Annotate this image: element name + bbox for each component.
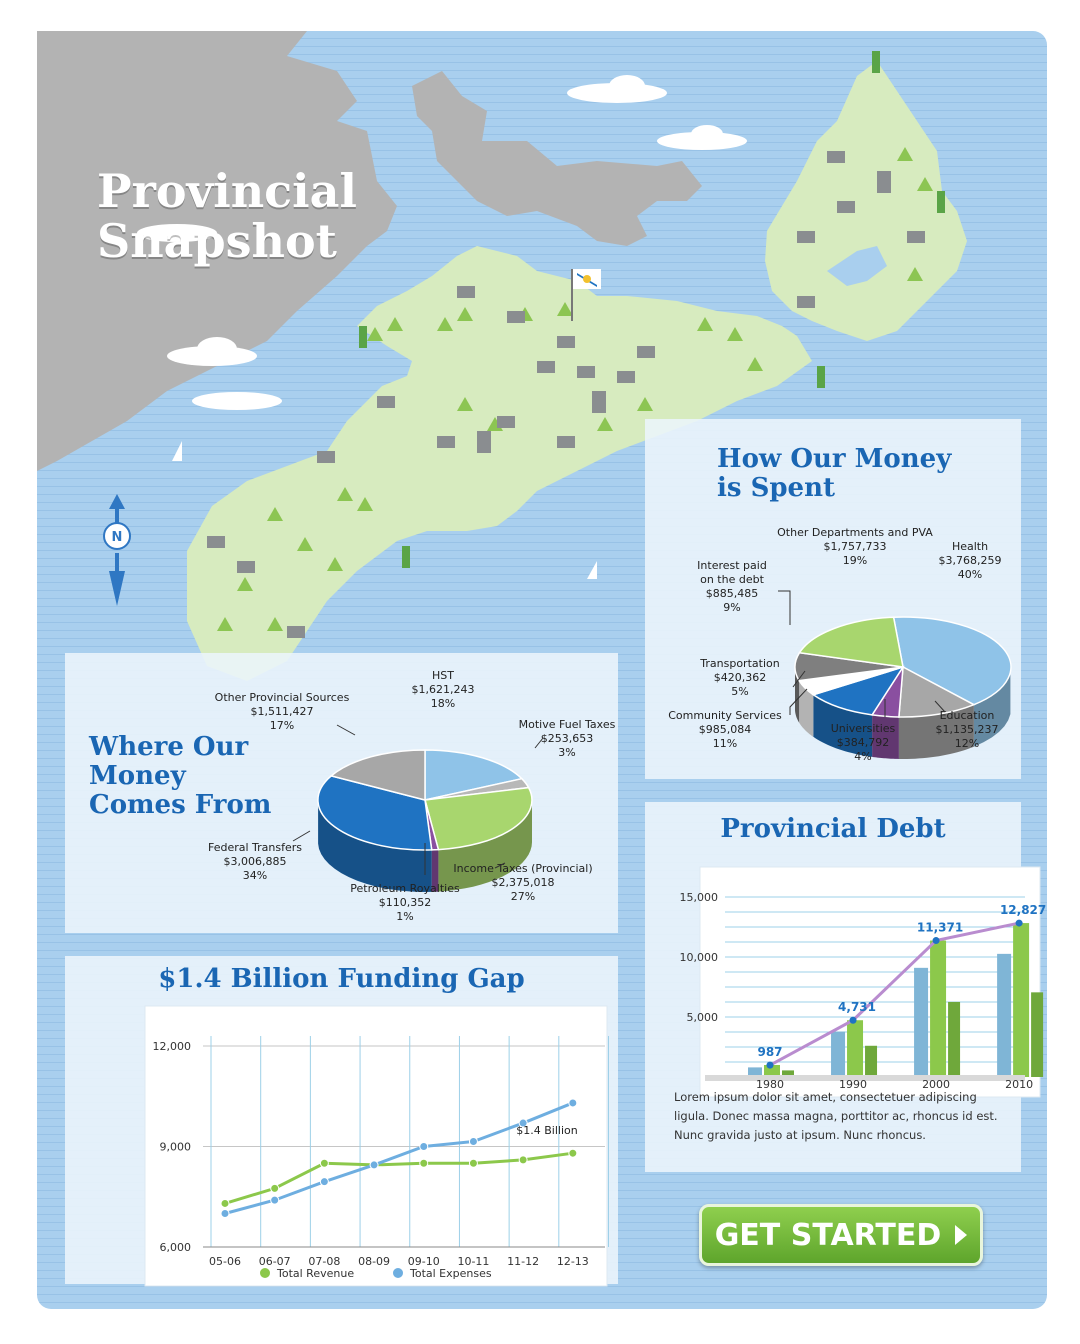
pie-label-line: $1,757,733 <box>823 540 887 553</box>
series-point <box>370 1161 378 1169</box>
pie-label <box>519 718 616 759</box>
income-pie-chart <box>65 653 618 933</box>
debt-value-label: 4,731 <box>838 1000 877 1015</box>
debt-point <box>850 1017 857 1024</box>
pie-label-line: $253,653 <box>540 732 594 745</box>
pie-label-line: 4% <box>854 750 872 763</box>
legend-marker <box>393 1268 403 1278</box>
pie-label-line: 19% <box>842 554 868 567</box>
y-tick-label: 6,000 <box>159 1241 191 1254</box>
compass <box>104 494 130 606</box>
series-point <box>271 1184 279 1192</box>
pie-label-line: $110,352 <box>378 896 432 909</box>
debt-point <box>933 937 940 944</box>
pie-label-line: 27% <box>510 890 536 903</box>
pie-label-line: Transportation <box>700 657 780 670</box>
y-tick-label: 12,000 <box>152 1040 191 1053</box>
pie-label-line: $384,792 <box>836 736 890 749</box>
series-point <box>469 1137 477 1145</box>
x-tick-label: 1990 <box>839 1078 868 1091</box>
y-tick-label: 9,000 <box>159 1140 191 1154</box>
pie-label-line: Education <box>939 709 995 722</box>
pie-label-line: 17% <box>269 719 295 732</box>
pie-label <box>215 691 350 732</box>
x-tick-label: 1980 <box>756 1078 784 1091</box>
pie-label <box>668 709 782 750</box>
pie-label-line: 5% <box>731 685 749 698</box>
page-title-line-1: Provincial <box>97 164 357 218</box>
pie-label-line: Community Services <box>668 709 782 722</box>
pie-label-line: Federal Transfers <box>207 841 303 854</box>
series-point <box>271 1196 279 1204</box>
money-stack <box>930 941 946 1077</box>
debt-point <box>1016 920 1023 927</box>
pie-label-line: 3% <box>558 746 576 759</box>
pie-label-line: Interest paid <box>697 559 767 572</box>
debt-title: Provincial Debt <box>720 814 946 844</box>
x-tick-label: 2000 <box>922 1078 951 1091</box>
series-point <box>569 1149 577 1157</box>
funding-line-chart <box>65 994 618 1284</box>
pie-leader-line <box>778 591 790 625</box>
pie-label-line: $2,375,018 <box>491 876 555 889</box>
pie-leader-line <box>337 725 355 735</box>
series-point <box>420 1143 428 1151</box>
x-tick-label: 10-11 <box>457 1255 490 1268</box>
pie-label-line: 34% <box>242 869 268 882</box>
pie-label <box>699 657 779 698</box>
spent-panel <box>645 419 1021 779</box>
pie-label-line: 1% <box>396 910 414 923</box>
spent-title: How Our Money is Spent <box>717 444 952 503</box>
infographic-frame <box>37 31 1047 1309</box>
y-tick-label: 10,000 <box>679 951 718 964</box>
x-tick-label: 09-10 <box>407 1255 440 1268</box>
legend-marker <box>260 1268 270 1278</box>
pie-label <box>412 669 475 710</box>
y-tick-label: 5,000 <box>686 1011 718 1024</box>
play-arrow-icon <box>955 1225 967 1245</box>
get-started-label: GET STARTED <box>714 1217 942 1253</box>
pie-label-line: on the debt <box>700 573 764 586</box>
debt-value-label: 987 <box>757 1045 783 1060</box>
x-tick-label: 12-13 <box>556 1255 589 1268</box>
page-title-line-2: Snapshot <box>97 214 337 268</box>
pie-label-line: Petroleum Royalties <box>350 882 460 895</box>
pie-label <box>777 526 933 567</box>
coin-stack <box>997 954 1011 1077</box>
x-tick-label: 2010 <box>1005 1078 1034 1091</box>
pie-label-line: Universities <box>830 722 896 735</box>
pie-label <box>697 559 767 614</box>
money-stack <box>1031 992 1043 1077</box>
compass-label: N <box>111 530 123 545</box>
pie-label-line: $1,511,427 <box>250 705 314 718</box>
pie-label-line: 9% <box>723 601 741 614</box>
x-tick-label: 11-12 <box>507 1255 540 1268</box>
gap-annotation: $1.4 Billion <box>516 1123 578 1137</box>
page-title <box>97 166 357 266</box>
pie-label-line: $1,135,237 <box>935 723 999 736</box>
pie-label-line: 12% <box>954 737 980 750</box>
pie-label-line: $985,084 <box>698 723 752 736</box>
money-stack <box>948 1002 960 1077</box>
pie-label <box>208 841 302 882</box>
get-started-button[interactable] <box>699 1204 983 1266</box>
income-panel <box>65 653 618 933</box>
funding-title: $1.4 Billion Funding Gap <box>158 964 525 994</box>
x-tick-label: 06-07 <box>258 1255 291 1268</box>
x-tick-label: 07-08 <box>308 1255 341 1268</box>
x-tick-label: 05-06 <box>209 1255 241 1268</box>
pie-label-line: Income Taxes (Provincial) <box>453 862 593 875</box>
series-point <box>320 1178 328 1186</box>
pie-leader-line <box>293 831 310 841</box>
series-point <box>469 1159 477 1167</box>
pie-label-line: Health <box>951 540 989 553</box>
pie-label <box>350 882 460 923</box>
debt-point <box>767 1062 774 1069</box>
funding-panel <box>65 956 618 1284</box>
money-stack <box>847 1020 863 1077</box>
pie-label-line: $885,485 <box>705 587 759 600</box>
pie-label-line: $1,621,243 <box>411 683 475 696</box>
series-point <box>221 1199 229 1207</box>
pie-label-line: Other Provincial Sources <box>214 691 350 704</box>
legend-label: Total Revenue <box>277 1267 355 1280</box>
pie-label-line: 11% <box>712 737 738 750</box>
x-tick-label: 08-09 <box>358 1255 391 1268</box>
series-point <box>519 1156 527 1164</box>
coin-stack <box>831 1032 845 1077</box>
series-point <box>420 1159 428 1167</box>
series-point <box>320 1159 328 1167</box>
pie-label <box>939 540 1002 581</box>
money-stack <box>865 1046 877 1077</box>
body-text: Lorem ipsum dolor sit amet, consectetuer adipiscing ligula. Donec massa magna, porttitor ac, rhoncus id est. Nunc gravida justo at ipsum. Nunc rhoncus. <box>674 1090 998 1142</box>
debt-value-label: 11,371 <box>916 920 964 935</box>
cape-breton-land <box>765 61 967 341</box>
pie-label-line: 40% <box>957 568 983 581</box>
income-title: Where Our Money Comes From <box>89 732 272 820</box>
debt-value-label: 12,827 <box>999 903 1047 918</box>
spent-pie-chart <box>645 419 1021 779</box>
y-tick-label: 15,000 <box>679 891 718 904</box>
pie-label-line: $420,362 <box>713 671 767 684</box>
money-stack <box>1013 923 1029 1077</box>
series-point <box>221 1210 229 1218</box>
pie-label-line: $3,006,885 <box>223 855 287 868</box>
series-point <box>569 1099 577 1107</box>
pie-label-line: $3,768,259 <box>938 554 1002 567</box>
coin-stack <box>914 968 928 1077</box>
legend-label: Total Expenses <box>410 1267 492 1280</box>
pie-label-line: Other Departments and PVA <box>777 526 933 539</box>
pie-label-line: Motive Fuel Taxes <box>518 718 616 731</box>
pie-label-line: 18% <box>430 697 456 710</box>
pie-label-line: HST <box>432 669 454 682</box>
